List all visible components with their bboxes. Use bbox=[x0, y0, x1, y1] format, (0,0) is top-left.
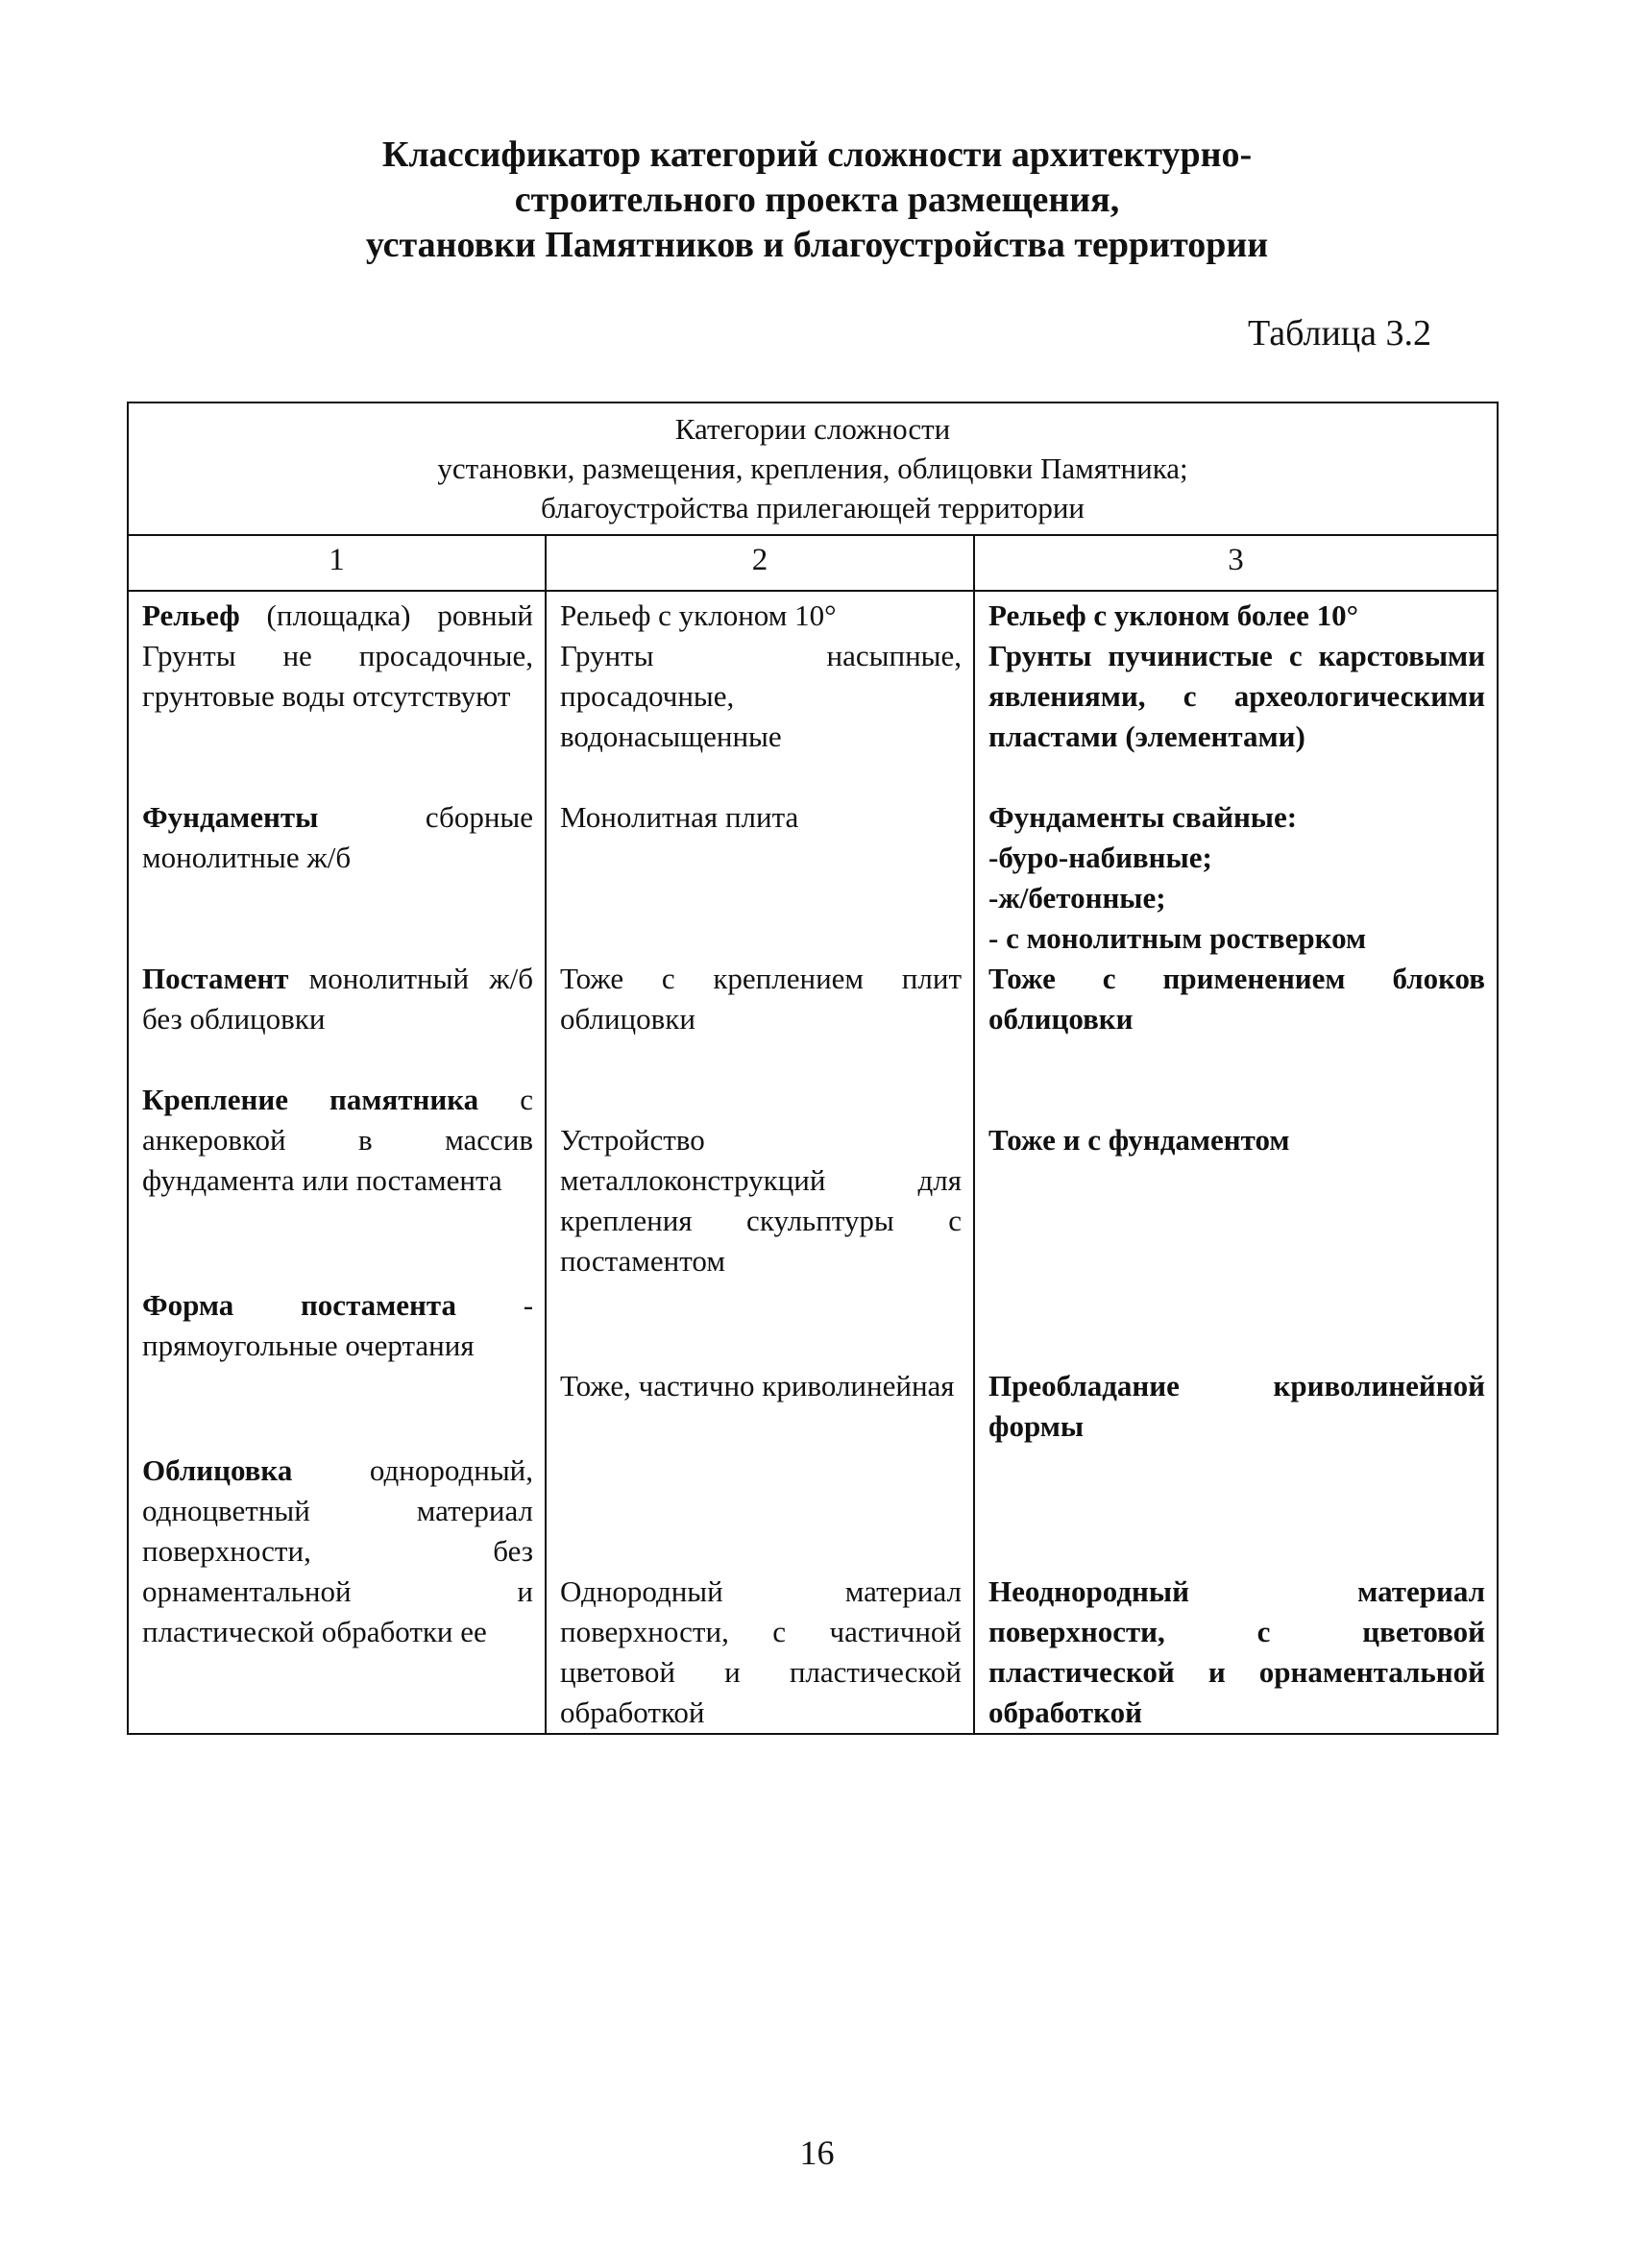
column-number-1: 1 bbox=[128, 535, 546, 591]
c2-relief-block bbox=[560, 596, 962, 797]
c3-mount: Тоже и с фундаментом bbox=[988, 1123, 1290, 1157]
c2-shape: Тоже, частично криволинейная bbox=[560, 1369, 955, 1402]
c3-foundation bbox=[988, 797, 1485, 959]
c1-pedestal-text: монолитный ж/б без облицовки bbox=[142, 962, 534, 1036]
header-line-2: установки, размещения, крепления, облицовки Памятника; bbox=[437, 451, 1188, 485]
document-title bbox=[0, 133, 1634, 268]
c1-mount bbox=[142, 1080, 533, 1285]
c1-relief-lead: Рельеф bbox=[142, 598, 240, 632]
category-3-cell bbox=[974, 591, 1498, 1734]
c2-cladding: Однородный материал поверхности, с частичной цветовой и пластической обработкой bbox=[560, 1574, 962, 1729]
table-header bbox=[128, 402, 1498, 535]
title-line-2: строительного проекта размещения, bbox=[514, 180, 1120, 220]
c2-foundation: Монолитная плита bbox=[560, 800, 799, 834]
header-line-1: Категории сложности bbox=[674, 412, 951, 446]
column-number-2: 2 bbox=[546, 535, 974, 591]
c3-foundation-title: Фундаменты свайные: bbox=[988, 800, 1298, 834]
c3-relief-block bbox=[988, 596, 1485, 797]
c2-mount: Устройство металлоконструкций для крепления скульптуры с постаментом bbox=[560, 1123, 962, 1278]
c3-foundation-item-1: -буро-набивные; bbox=[988, 841, 1212, 874]
category-1-cell bbox=[128, 591, 546, 1734]
c1-mount-lead: Крепление памятника bbox=[142, 1083, 479, 1116]
c3-foundation-item-3: - с монолитным ростверком bbox=[988, 921, 1367, 955]
c1-cladding bbox=[142, 1451, 533, 1652]
c2-soil: Грунты насыпные, просадочные, водонасыщенные bbox=[560, 639, 962, 753]
c3-foundation-item-2: -ж/бетонные; bbox=[988, 881, 1166, 915]
c1-cladding-text: однородный, одноцветный материал поверхности, без орнаментальной и пластической обработки ее bbox=[142, 1453, 533, 1648]
c3-cladding: Неоднородный материал поверхности, с цветовой пластической и орнаментальной обработкой bbox=[988, 1574, 1486, 1729]
c1-pedestal-lead: Постамент bbox=[142, 962, 289, 995]
c1-shape bbox=[142, 1285, 533, 1451]
c2-relief: Рельеф с уклоном 10° bbox=[560, 598, 837, 632]
column-number-3: 3 bbox=[974, 535, 1498, 591]
complexity-table bbox=[127, 402, 1499, 1735]
c1-relief-text: (площадка) ровный Грунты не просадочные, грунтовые воды отсутствуют bbox=[142, 598, 533, 713]
c2-pedestal: Тоже с креплением плит облицовки bbox=[560, 962, 962, 1036]
c1-cladding-lead: Облицовка bbox=[142, 1453, 293, 1487]
title-line-3: установки Памятников и благоустройства территории bbox=[365, 225, 1269, 265]
c1-shape-text: - прямоугольные очертания bbox=[142, 1288, 534, 1362]
c1-pedestal bbox=[142, 959, 533, 1080]
c1-shape-lead: Форма постамента bbox=[142, 1288, 457, 1322]
c3-relief: Рельеф с уклоном более 10° bbox=[988, 598, 1359, 632]
category-2-cell bbox=[546, 591, 974, 1734]
c1-foundation-lead: Фундаменты bbox=[142, 800, 319, 834]
table-label: Таблица 3.2 bbox=[1247, 313, 1431, 354]
header-line-3: благоустройства прилегающей территории bbox=[540, 491, 1085, 524]
c1-relief bbox=[142, 596, 533, 797]
c3-shape: Преобладание криволинейной формы bbox=[988, 1369, 1486, 1443]
c1-mount-text: с анкеровкой в массив фундамента или постамента bbox=[142, 1083, 533, 1197]
title-line-1: Классификатор категорий сложности архитектурно- bbox=[381, 134, 1253, 175]
c1-foundation-text: сборные монолитные ж/б bbox=[142, 800, 533, 874]
c1-foundation bbox=[142, 797, 533, 959]
c3-soil: Грунты пучинистые с карстовыми явлениями, с археологическими пластами (элементами) bbox=[988, 639, 1486, 753]
c3-pedestal: Тоже с применением блоков облицовки bbox=[988, 962, 1486, 1036]
page-number: 16 bbox=[799, 2134, 835, 2172]
